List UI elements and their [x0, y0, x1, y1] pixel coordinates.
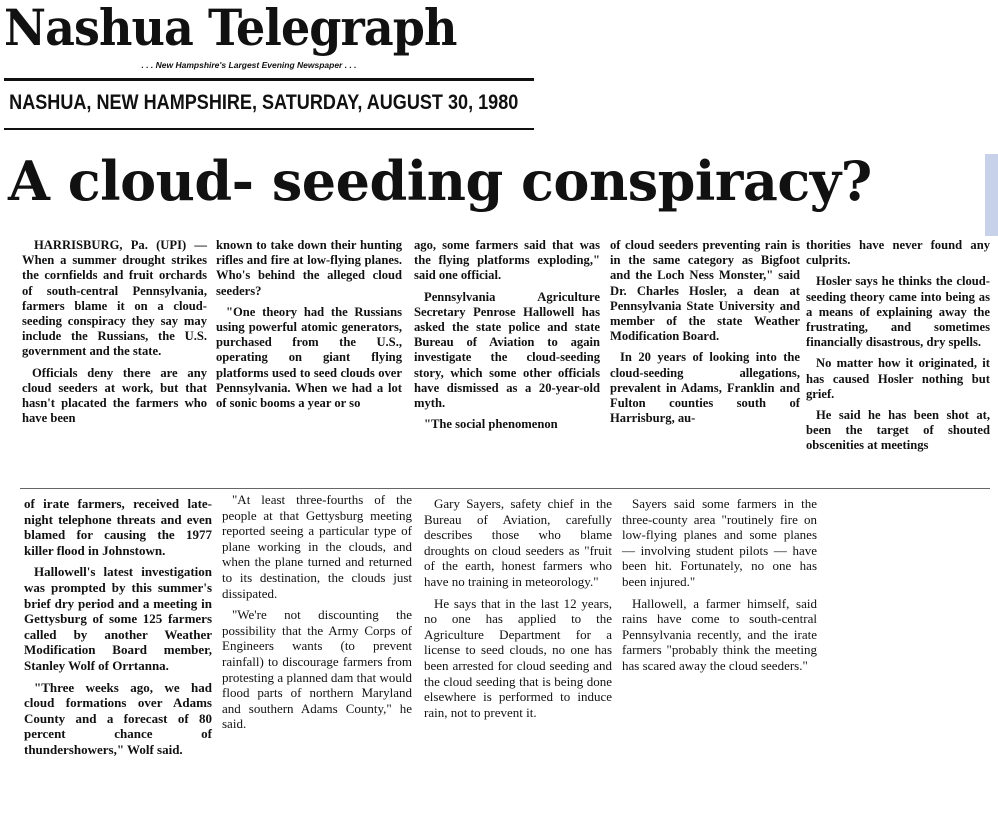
- paragraph: of cloud seeders preventing rain is in the same category as Bigfoot and the Loch Ness Monster," said Dr. Charles Hosler, a dean at Pennsylvania State University and member of the state Weather Modification Board.: [610, 238, 800, 344]
- paragraph: "Three weeks ago, we had cloud formations over Adams County and a forecast of 80 percent chance of thundershowers," Wolf said.: [24, 679, 212, 757]
- article-headline: A cloud- seeding conspiracy?: [8, 149, 872, 213]
- paragraph: "We're not discounting the possibility that the Army Corps of Engineers wants (to prevent rainfall) to discourage farmers from protesting a planned dam that would flood parts of northern Maryland and southern Adams County," he said.: [222, 607, 412, 732]
- paragraph: "At least three-fourths of the people at that Gettysburg meeting reported seeing a particular type of plane working in the clouds, and when the plane turned and returned to its destination, the clouds just dissipated.: [222, 492, 412, 601]
- paragraph: Officials deny there are any cloud seeders at work, but that hasn't placated the farmers who have been: [22, 365, 207, 426]
- paragraph: He says that in the last 12 years, no one has applied to the Agriculture Department for a license to seed clouds, no one has been arrested for cloud seeding and the cloud seeding that is being done elsewhere is performed to induce rain, not to prevent it.: [424, 595, 612, 720]
- paragraph: Hallowell's latest investigation was prompted by this summer's brief dry period and a meeting in Gettysburg of some 125 farmers called by another Weather Modification Board member, Stanley Wolf of Orrtanna.: [24, 564, 212, 673]
- bottom-column-1: [24, 496, 212, 758]
- paragraph: HARRISBURG, Pa. (UPI) — When a summer drought strikes the cornfields and fruit orchards of south-central Pennsylvania, farmers blame it on a cloud-seeding conspiracy they say may include the Russians, the U.S. government and the state.: [22, 238, 207, 359]
- paragraph: No matter how it originated, it has caused Hosler nothing but grief.: [806, 356, 990, 401]
- paragraph: He said he has been shot at, been the target of shouted obscenities at meetings: [806, 408, 990, 453]
- top-column-5: [806, 238, 990, 454]
- paragraph: "The social phenomenon: [424, 417, 558, 432]
- paragraph: Pennsylvania Agriculture Secretary Penrose Hallowell has asked the state police and state Bureau of Aviation to again investigate the cloud-seeding story, which some other officials have dismissed as a 20-year-old myth.: [414, 289, 600, 411]
- section-divider: [20, 488, 990, 489]
- scan-edge-mark: [985, 154, 998, 236]
- top-column-3: [414, 238, 600, 432]
- newspaper-tagline: . . . New Hampshire's Largest Evening Newspaper . . .: [141, 60, 357, 70]
- dateline-bar: [4, 78, 534, 130]
- top-column-4: [610, 238, 800, 426]
- paragraph: of irate farmers, received late-night telephone threats and even blamed for causing the 1977 killer flood in Johnstown.: [24, 496, 212, 558]
- top-column-2: [216, 238, 402, 411]
- paragraph: In 20 years of looking into the cloud-seeding allegations, prevalent in Adams, Franklin and Fulton counties south of Harrisburg, au-: [610, 350, 800, 426]
- paragraph: Hosler says he thinks the cloud-seeding theory came into being as a means of explaining away the frustrating, and sometimes financially disastrous, dry spells.: [806, 274, 990, 350]
- bottom-column-4: [622, 496, 817, 674]
- paragraph: Hallowell, a farmer himself, said rains have come to south-central Pennsylvania recently, and the irate farmers "probably think the meeting has scared away the cloud seeders.": [622, 595, 817, 673]
- paragraph: thorities have never found any culprits.: [806, 238, 990, 268]
- paragraph: known to take down their hunting rifles and fire at low-flying planes. Who's behind the alleged cloud seeders?: [216, 238, 402, 298]
- paragraph: ago, some farmers said that was the flying platforms exploding," said one official.: [414, 238, 600, 283]
- bottom-column-3: [424, 496, 612, 720]
- dateline: NASHUA, NEW HAMPSHIRE, SATURDAY, AUGUST 30, 1980: [9, 91, 519, 114]
- top-column-1: [22, 238, 207, 426]
- bottom-column-2: [222, 492, 412, 732]
- paragraph: Gary Sayers, safety chief in the Bureau of Aviation, carefully describes those who blame droughts on cloud seeders as "fruit of the earth, honest farmers who have no training in meteorology.": [424, 496, 612, 589]
- masthead: [4, 0, 474, 70]
- paragraph: "One theory had the Russians using powerful atomic generators, purchased from the U.S., operating on giant flying platforms used to seed clouds over Pennsylvania. When we had a lot of sonic booms a year or so: [216, 304, 402, 411]
- paragraph: Sayers said some farmers in the three-county area "routinely fire on low-flying planes and some planes — involving student pilots — have been hit. Fortunately, no one has been injured.": [622, 496, 817, 589]
- newspaper-name: Nashua Telegraph: [4, 0, 457, 57]
